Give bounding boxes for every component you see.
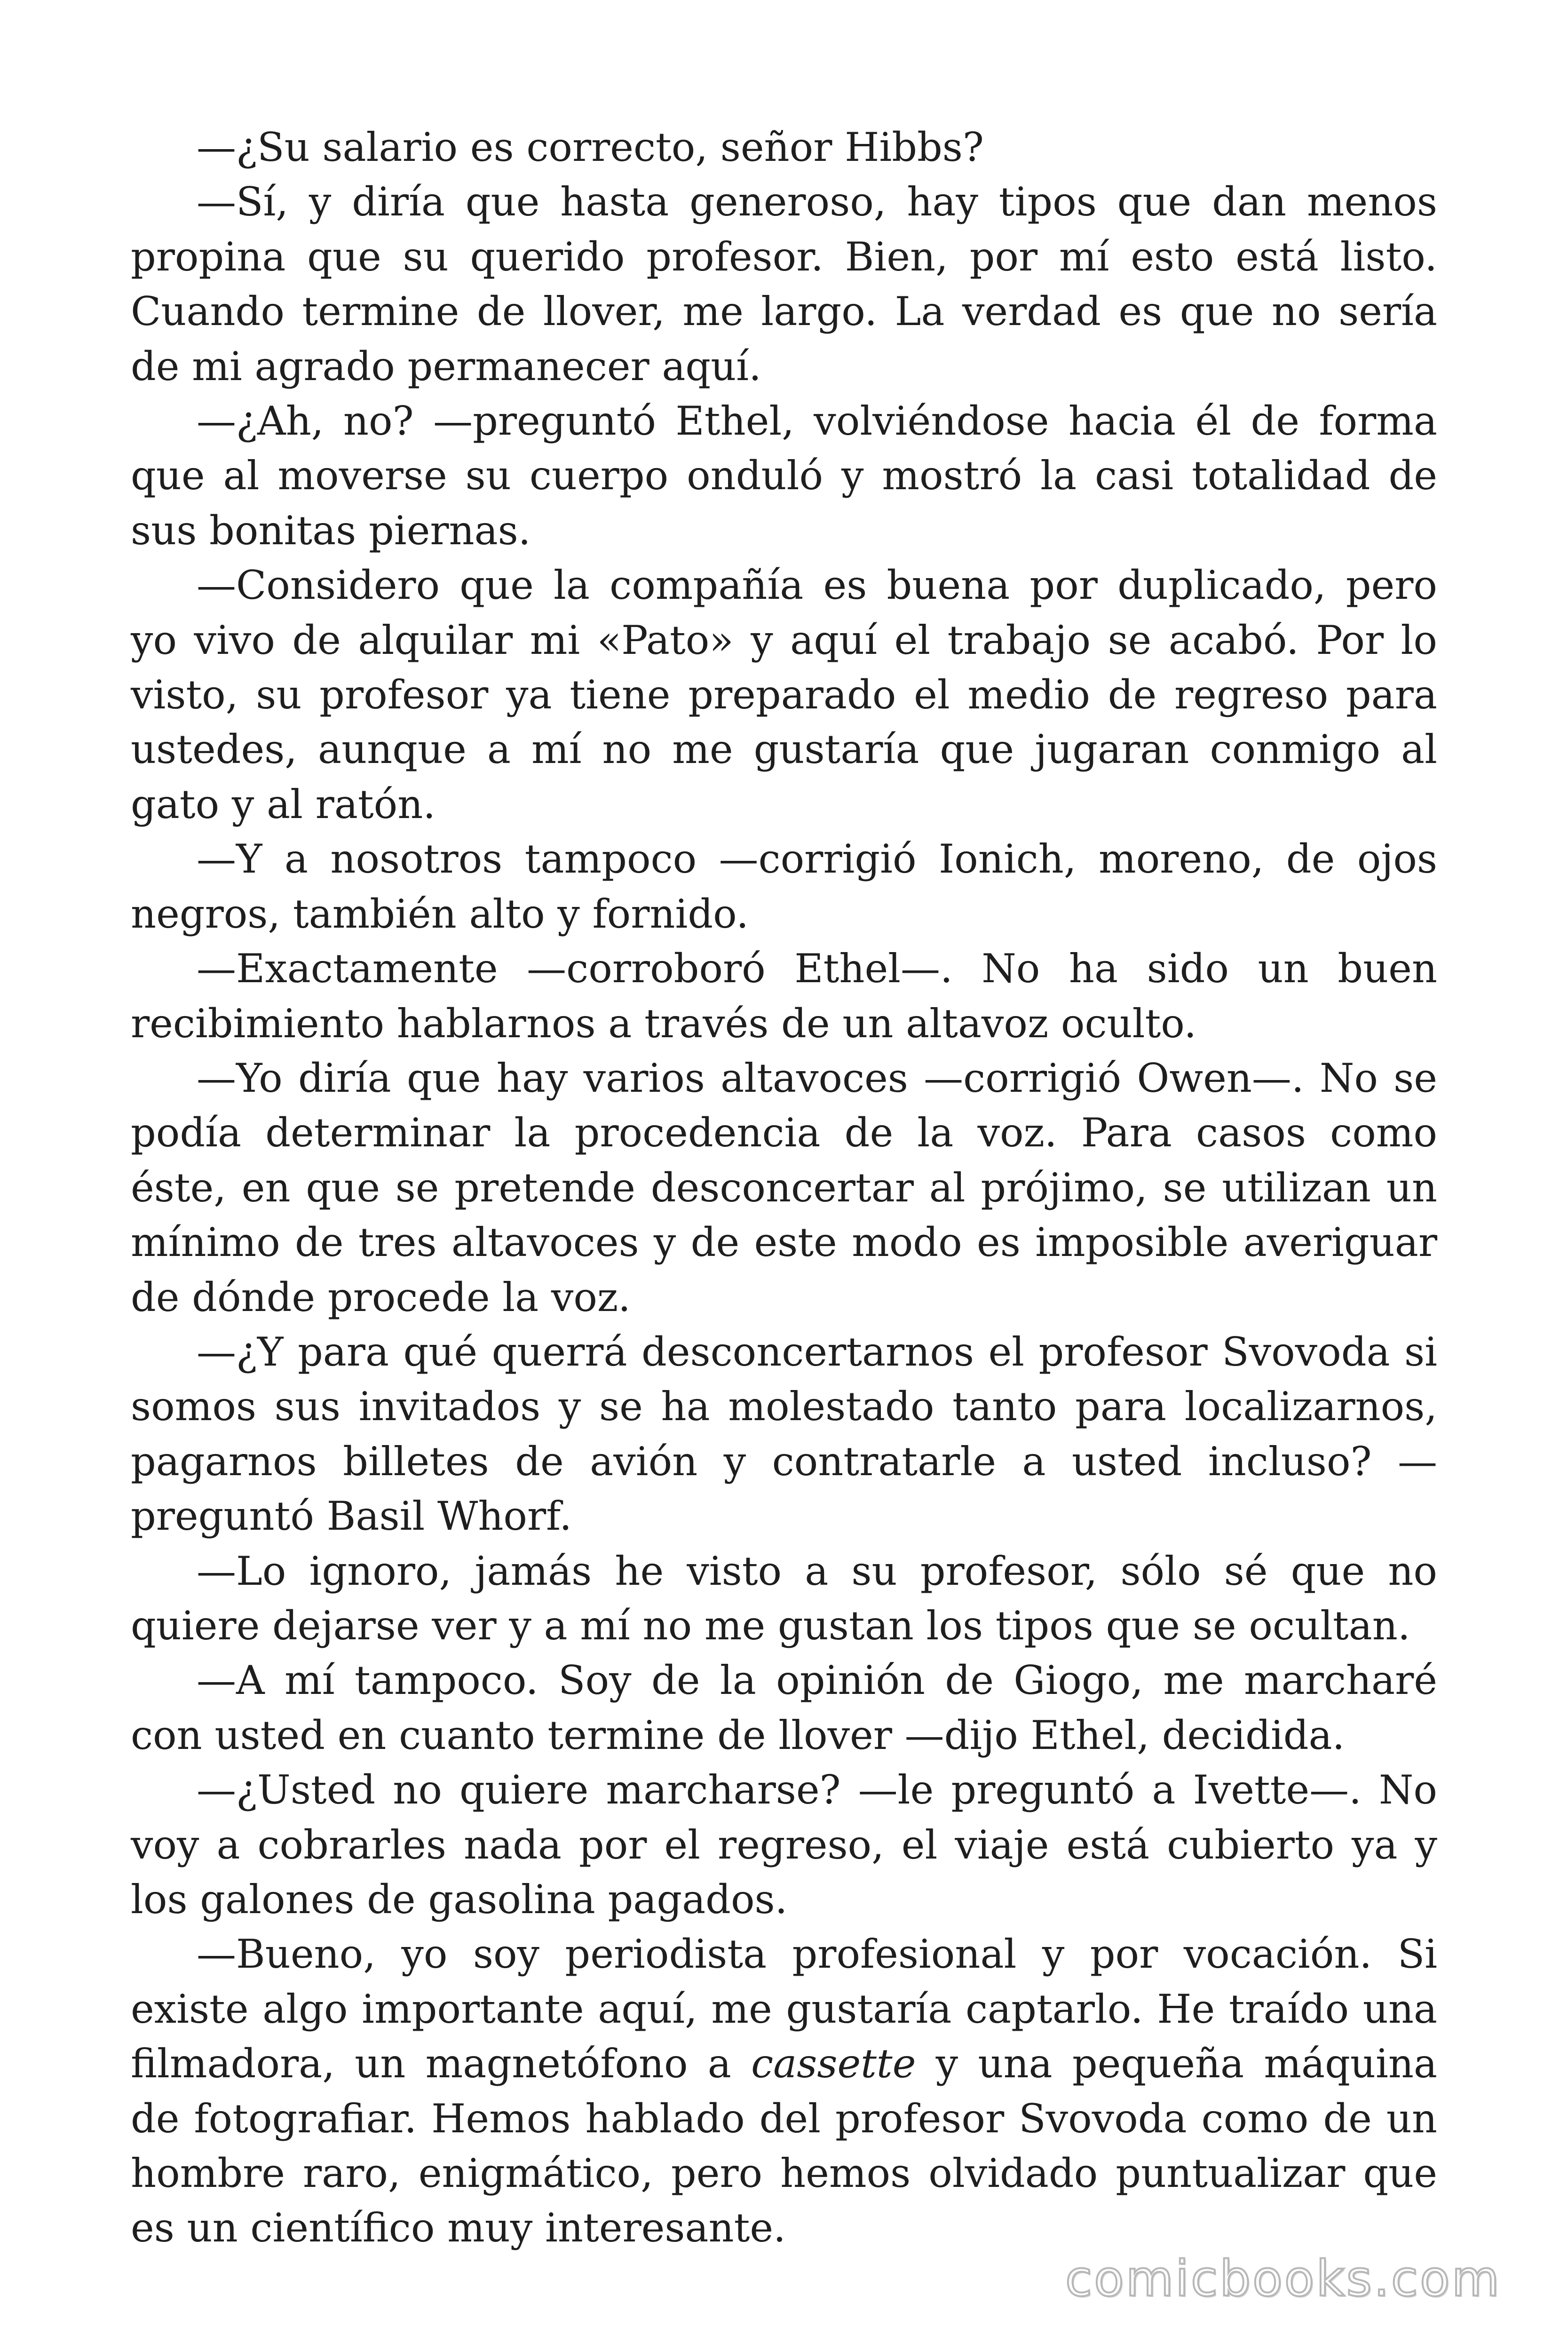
paragraph: —A mí tampoco. Soy de la opinión de Giogo, me marcharé con usted en cuanto termine de llover —dijo Ethel, decidida. <box>131 1657 1437 1758</box>
italic-word: cassette <box>751 2041 916 2087</box>
paragraph: —¿Ah, no? —preguntó Ethel, volviéndose hacia él de forma que al moverse su cuerpo onduló y mostró la casi totalidad de sus bonitas piernas. <box>131 398 1437 554</box>
paragraph-text: —Bueno, yo soy periodista profesional y por vocación. Si existe algo importante aquí, me gustaría captarlo. He traído una filmadora, un magnetófono a <box>131 1931 1437 2087</box>
paragraph: —Exactamente —corroboró Ethel—. No ha sido un buen recibimiento hablarnos a través de un altavoz oculto. <box>131 946 1437 1047</box>
paragraph: —Lo ignoro, jamás he visto a su profesor, sólo sé que no quiere dejarse ver y a mí no me gustan los tipos que se ocultan. <box>131 1548 1437 1649</box>
paragraph: —Yo diría que hay varios altavoces —corrigió Owen—. No se podía determinar la procedencia de la voz. Para casos como éste, en que se pretende desconcertar al prójimo, se utilizan un mínimo de tres altavoces y de este modo es imposible averiguar de dónde procede la voz. <box>131 1055 1437 1320</box>
paragraph: —¿Su salario es correcto, señor Hibbs? <box>197 124 984 170</box>
paragraph: —¿Usted no quiere marcharse? —le preguntó a Ivette—. No voy a cobrarles nada por el regreso, el viaje está cubierto ya y los galones de gasolina pagados. <box>131 1767 1437 1923</box>
paragraph-text: y una pequeña máquina de fotografiar. Hemos hablado del profesor Svovoda como de un hombre raro, enigmático, pero hemos olvidado puntualizar que es un científico muy interesante. <box>131 2041 1437 2251</box>
paragraph: —Considero que la compañía es buena por duplicado, pero yo vivo de alquilar mi «Pato» y aquí el trabajo se acabó. Por lo visto, su profesor ya tiene preparado el medio de regreso para ustedes, aunque a mí no me gustaría que jugaran conmigo al gato y al ratón. <box>131 562 1437 827</box>
paragraph-last <box>131 1927 1437 2255</box>
paragraph: —¿Y para qué querrá desconcertarnos el profesor Svovoda si somos sus invitados y se ha molestado tanto para localizarnos, pagarnos billetes de avión y contratarle a usted incluso? —preguntó Basil Whorf. <box>131 1328 1437 1540</box>
page-body <box>131 120 1437 2256</box>
paragraph: —Sí, y diría que hasta generoso, hay tipos que dan menos propina que su querido profesor. Bien, por mí esto está listo. Cuando termine de llover, me largo. La verdad es que no sería de mi agrado permanecer aquí. <box>131 179 1437 389</box>
paragraph: —Y a nosotros tampoco —corrigió Ionich, moreno, de ojos negros, también alto y fornido. <box>131 836 1437 937</box>
watermark: comicbooks.com <box>1065 2250 1501 2307</box>
